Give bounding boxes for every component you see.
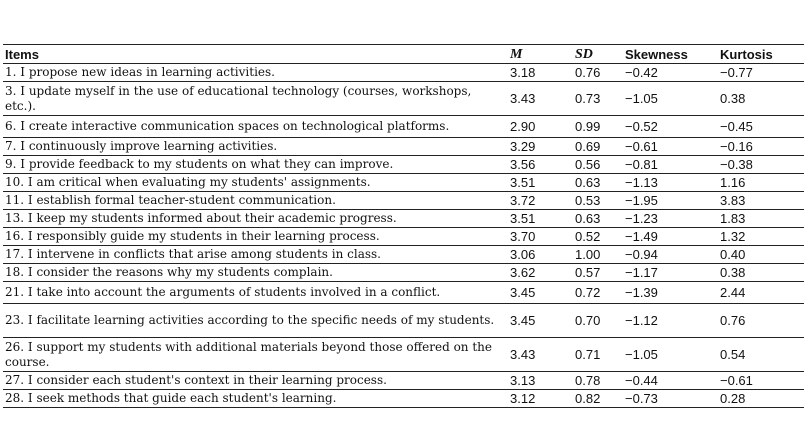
item-text: 28. I seek methods that guide each student's learning. <box>3 390 508 408</box>
sd-value: 0.69 <box>573 138 623 156</box>
mean-value: 3.12 <box>508 390 573 408</box>
mean-value: 3.62 <box>508 264 573 282</box>
table-row <box>3 64 804 82</box>
item-text: 23. I facilitate learning activities according to the specific needs of my students. <box>3 304 508 338</box>
table-row <box>3 192 804 210</box>
item-text: 21. I take into account the arguments of students involved in a conflict. <box>3 282 508 304</box>
skewness-value: −1.17 <box>623 264 718 282</box>
sd-value: 0.73 <box>573 82 623 116</box>
table-row <box>3 82 804 116</box>
kurtosis-value: 2.44 <box>718 282 804 304</box>
mean-value: 3.13 <box>508 372 573 390</box>
skewness-value: −0.42 <box>623 64 718 82</box>
item-text: 13. I keep my students informed about their academic progress. <box>3 210 508 228</box>
header-skewness: Skewness <box>623 45 718 64</box>
table-row <box>3 282 804 304</box>
descriptive-statistics-table <box>3 44 804 408</box>
item-text: 11. I establish formal teacher-student communication. <box>3 192 508 210</box>
sd-value: 0.76 <box>573 64 623 82</box>
sd-value: 0.63 <box>573 174 623 192</box>
item-text: 10. I am critical when evaluating my students' assignments. <box>3 174 508 192</box>
table-row <box>3 138 804 156</box>
header-kurtosis: Kurtosis <box>718 45 804 64</box>
kurtosis-value: 1.83 <box>718 210 804 228</box>
kurtosis-value: 0.38 <box>718 82 804 116</box>
table-row <box>3 264 804 282</box>
table-row <box>3 174 804 192</box>
kurtosis-value: 0.40 <box>718 246 804 264</box>
mean-value: 3.43 <box>508 338 573 372</box>
sd-value: 0.52 <box>573 228 623 246</box>
mean-value: 3.51 <box>508 210 573 228</box>
mean-value: 3.51 <box>508 174 573 192</box>
table-row <box>3 372 804 390</box>
item-text: 27. I consider each student's context in their learning process. <box>3 372 508 390</box>
skewness-value: −0.52 <box>623 116 718 138</box>
skewness-value: −1.49 <box>623 228 718 246</box>
kurtosis-value: −0.16 <box>718 138 804 156</box>
item-text: 9. I provide feedback to my students on what they can improve. <box>3 156 508 174</box>
kurtosis-value: 0.76 <box>718 304 804 338</box>
sd-value: 0.72 <box>573 282 623 304</box>
header-row <box>3 45 804 64</box>
table-body <box>3 64 804 408</box>
item-text: 16. I responsibly guide my students in their learning process. <box>3 228 508 246</box>
kurtosis-value: −0.61 <box>718 372 804 390</box>
mean-value: 3.45 <box>508 304 573 338</box>
sd-value: 0.63 <box>573 210 623 228</box>
mean-value: 3.29 <box>508 138 573 156</box>
table-row <box>3 156 804 174</box>
mean-value: 3.43 <box>508 82 573 116</box>
kurtosis-value: 0.54 <box>718 338 804 372</box>
skewness-value: −1.05 <box>623 338 718 372</box>
sd-value: 0.99 <box>573 116 623 138</box>
skewness-value: −1.05 <box>623 82 718 116</box>
header-mean: M <box>508 45 573 64</box>
sd-value: 0.56 <box>573 156 623 174</box>
mean-value: 3.45 <box>508 282 573 304</box>
sd-value: 0.71 <box>573 338 623 372</box>
sd-value: 0.70 <box>573 304 623 338</box>
kurtosis-value: 3.83 <box>718 192 804 210</box>
header-sd: SD <box>573 45 623 64</box>
table-row <box>3 246 804 264</box>
sd-value: 0.57 <box>573 264 623 282</box>
mean-value: 3.70 <box>508 228 573 246</box>
item-text: 1. I propose new ideas in learning activities. <box>3 64 508 82</box>
kurtosis-value: 1.16 <box>718 174 804 192</box>
mean-value: 3.18 <box>508 64 573 82</box>
sd-value: 0.78 <box>573 372 623 390</box>
item-text: 7. I continuously improve learning activities. <box>3 138 508 156</box>
skewness-value: −0.81 <box>623 156 718 174</box>
skewness-value: −1.13 <box>623 174 718 192</box>
table-row <box>3 390 804 408</box>
table-row <box>3 338 804 372</box>
skewness-value: −1.39 <box>623 282 718 304</box>
sd-value: 0.53 <box>573 192 623 210</box>
skewness-value: −1.23 <box>623 210 718 228</box>
item-text: 6. I create interactive communication spaces on technological platforms. <box>3 116 508 138</box>
mean-value: 3.06 <box>508 246 573 264</box>
sd-value: 1.00 <box>573 246 623 264</box>
skewness-value: −0.61 <box>623 138 718 156</box>
kurtosis-value: 0.38 <box>718 264 804 282</box>
kurtosis-value: −0.77 <box>718 64 804 82</box>
kurtosis-value: −0.38 <box>718 156 804 174</box>
header-items: Items <box>3 45 508 64</box>
mean-value: 3.56 <box>508 156 573 174</box>
mean-value: 2.90 <box>508 116 573 138</box>
item-text: 17. I intervene in conflicts that arise among students in class. <box>3 246 508 264</box>
skewness-value: −0.44 <box>623 372 718 390</box>
mean-value: 3.72 <box>508 192 573 210</box>
kurtosis-value: 0.28 <box>718 390 804 408</box>
skewness-value: −1.12 <box>623 304 718 338</box>
sd-value: 0.82 <box>573 390 623 408</box>
item-text: 18. I consider the reasons why my students complain. <box>3 264 508 282</box>
table-row <box>3 116 804 138</box>
table-row <box>3 210 804 228</box>
table-row <box>3 304 804 338</box>
kurtosis-value: 1.32 <box>718 228 804 246</box>
table-row <box>3 228 804 246</box>
item-text: 26. I support my students with additional materials beyond those offered on the course. <box>3 338 508 372</box>
kurtosis-value: −0.45 <box>718 116 804 138</box>
skewness-value: −0.73 <box>623 390 718 408</box>
skewness-value: −1.95 <box>623 192 718 210</box>
item-text: 3. I update myself in the use of educational technology (courses, workshops, etc.). <box>3 82 508 116</box>
skewness-value: −0.94 <box>623 246 718 264</box>
